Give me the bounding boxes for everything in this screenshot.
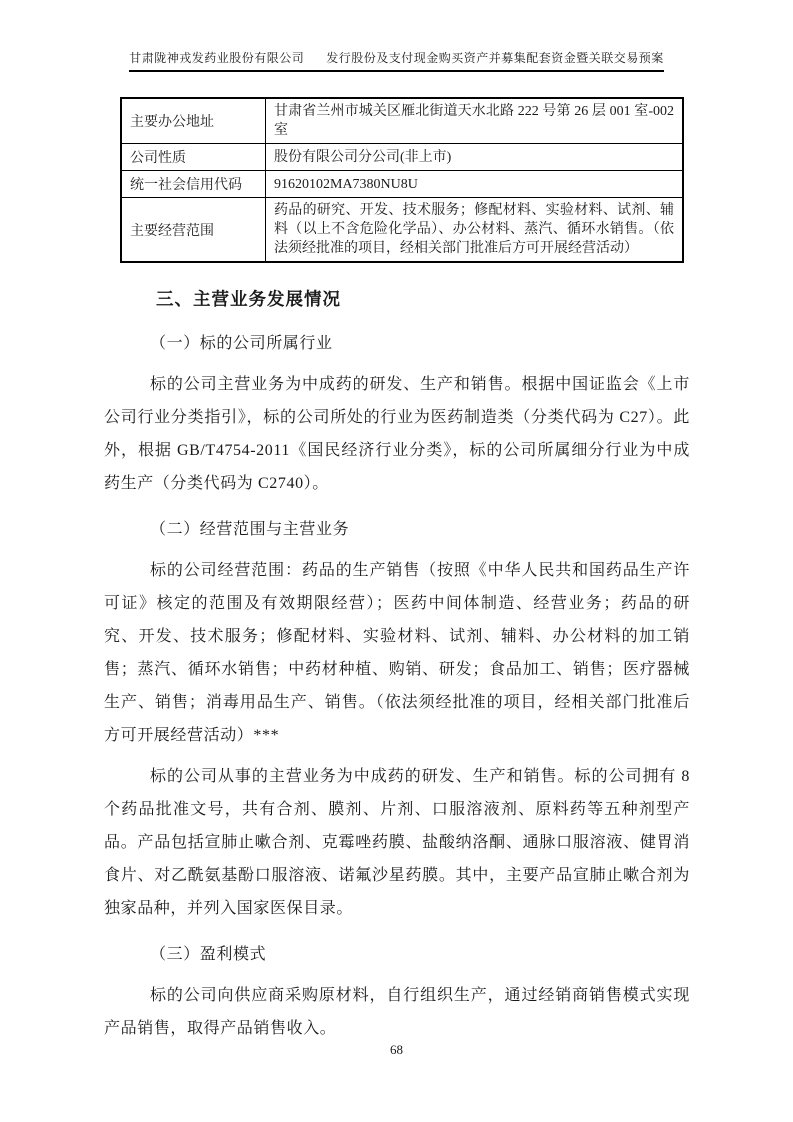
table-row-value: 药品的研究、开发、技术服务；修配材料、实验材料、试剂、辅料（以上不含危险化学品）、办公材料、蒸汽、循环水销售。（依法须经批准的项目，经相关部门批准后方可开展经营活动）	[266, 198, 684, 263]
table-row-value: 甘肃省兰州市城关区雁北街道天水北路 222 号第 26 层 001 室-002 室	[266, 98, 684, 144]
page-content	[104, 97, 690, 1045]
company-info-table	[120, 97, 684, 263]
table-row-label: 主要办公地址	[121, 98, 266, 144]
paragraph-industry: 标的公司主营业务为中成药的研发、生产和销售。根据中国证监会《上市公司行业分类指引》，标的公司所处的行业为医药制造类（分类代码为 C27）。此外，根据 GB/T4754-2011《国民经济行业分类》，标的公司所属细分行业为中成药生产（分类代码为 C2740）。	[104, 376, 690, 492]
page-number: 68	[390, 1042, 403, 1057]
table-row-label: 统一社会信用代码	[121, 171, 266, 198]
table-row	[121, 144, 683, 171]
paragraph-profit-model: 标的公司向供应商采购原材料，自行组织生产，通过经销商销售模式实现产品销售，取得产品销售收入。	[104, 987, 690, 1037]
header-company-name: 甘肃陇神戎发药业股份有限公司	[129, 51, 305, 65]
paragraph-main-products: 标的公司从事的主营业务为中成药的研发、生产和销售。标的公司拥有 8 个药品批准文号，共有合剂、膜剂、片剂、口服溶液剂、原料药等五种剂型产品。产品包括宣肺止嗽合剂、克霉唑药膜、盐酸纳洛酮、通脉口服溶液、健胃消食片、对乙酰氨基酚口服溶液、诺氟沙星药膜。其中，主要产品宣肺止嗽合剂为独家品种，并列入国家医保目录。	[104, 768, 690, 917]
table-row-value: 股份有限公司分公司(非上市)	[266, 144, 684, 171]
table-row	[121, 171, 683, 198]
page-header	[0, 49, 793, 72]
subsection-heading-industry: （一）标的公司所属行业	[150, 335, 333, 352]
table-row-value: 91620102MA7380NU8U	[266, 171, 684, 198]
subsection-heading-business-scope: （二）经营范围与主营业务	[150, 521, 350, 538]
subsection-heading-profit-model: （三）盈利模式	[150, 946, 267, 963]
header-doc-title: 发行股份及支付现金购买资产并募集配套资金暨关联交易预案	[326, 51, 664, 65]
table-row	[121, 98, 683, 144]
table-row-label: 主要经营范围	[121, 198, 266, 263]
section-heading: 三、主营业务发展情况	[156, 289, 341, 309]
table-row	[121, 198, 683, 263]
table-row-label: 公司性质	[121, 144, 266, 171]
header-text	[129, 49, 664, 72]
paragraph-business-scope: 标的公司经营范围：药品的生产销售（按照《中华人民共和国药品生产许可证》核定的范围及有效期限经营）；医药中间体制造、经营业务；药品的研究、开发、技术服务；修配材料、实验材料、试剂、辅料、办公材料的加工销售；蒸汽、循环水销售；中药材种植、购销、研发；食品加工、销售；医疗器械生产、销售；消毒用品生产、销售。（依法须经批准的项目，经相关部门批准后方可开展经营活动）***	[104, 562, 690, 744]
